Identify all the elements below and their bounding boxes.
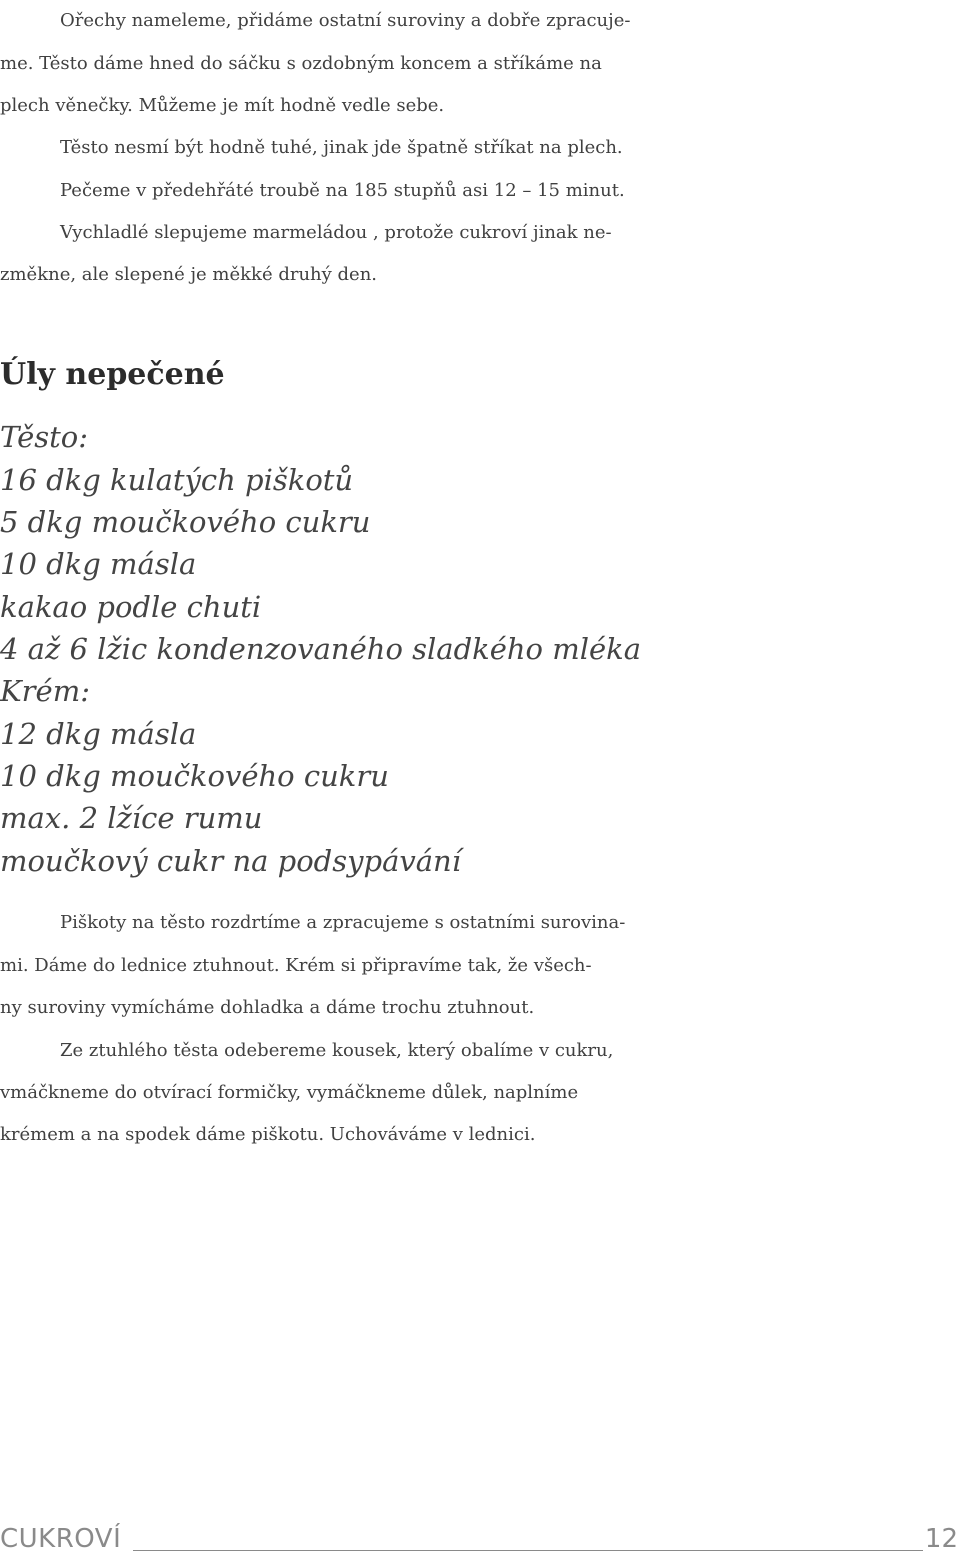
page-number: 12 <box>924 1524 958 1554</box>
instruction-line: mi. Dáme do lednice ztuhnout. Krém si připravíme tak, že všech- <box>0 955 592 976</box>
ingredient-item: 10 dkg moučkového cukru <box>0 759 389 793</box>
ingredient-item: 4 až 6 lžic kondenzovaného sladkého mléka <box>0 632 642 666</box>
intro-line: Těsto nesmí být hodně tuhé, jinak jde špatně stříkat na plech. <box>60 137 623 158</box>
ingredient-section-label: Těsto: <box>0 420 89 454</box>
instruction-line: Ze ztuhlého těsta odebereme kousek, který obalíme v cukru, <box>60 1040 614 1061</box>
ingredient-item: 16 dkg kulatých piškotů <box>0 463 354 497</box>
footer-divider <box>133 1550 923 1551</box>
ingredient-item: 5 dkg moučkového cukru <box>0 505 371 539</box>
instruction-line: ny suroviny vymícháme dohladka a dáme trochu ztuhnout. <box>0 997 535 1018</box>
ingredient-item: moučkový cukr na podsypávání <box>0 844 461 878</box>
footer-section-label: CUKROVÍ <box>0 1524 122 1554</box>
ingredient-item: kakao podle chuti <box>0 590 262 624</box>
ingredient-item: 12 dkg másla <box>0 717 197 751</box>
ingredient-item: 10 dkg másla <box>0 547 197 581</box>
intro-line: změkne, ale slepené je měkké druhý den. <box>0 264 378 285</box>
ingredient-item: max. 2 lžíce rumu <box>0 801 263 835</box>
ingredient-section-label: Krém: <box>0 674 90 708</box>
recipe-title: Úly nepečené <box>0 357 225 392</box>
intro-line: me. Těsto dáme hned do sáčku s ozdobným koncem a stříkáme na <box>0 53 602 74</box>
intro-line: Vychladlé slepujeme marmeládou , protože cukroví jinak ne- <box>60 222 612 243</box>
instruction-line: krémem a na spodek dáme piškotu. Uchováváme v lednici. <box>0 1124 536 1145</box>
instruction-line: Piškoty na těsto rozdrtíme a zpracujeme s ostatními surovina- <box>60 912 626 933</box>
intro-line: Ořechy nameleme, přidáme ostatní suroviny a dobře zpracuje- <box>60 10 631 31</box>
intro-line: plech věnečky. Můžeme je mít hodně vedle sebe. <box>0 95 445 116</box>
intro-line: Pečeme v předehřáté troubě na 185 stupňů asi 12 – 15 minut. <box>60 180 625 201</box>
instruction-line: vmáčkneme do otvírací formičky, vymáčkneme důlek, naplníme <box>0 1082 579 1103</box>
